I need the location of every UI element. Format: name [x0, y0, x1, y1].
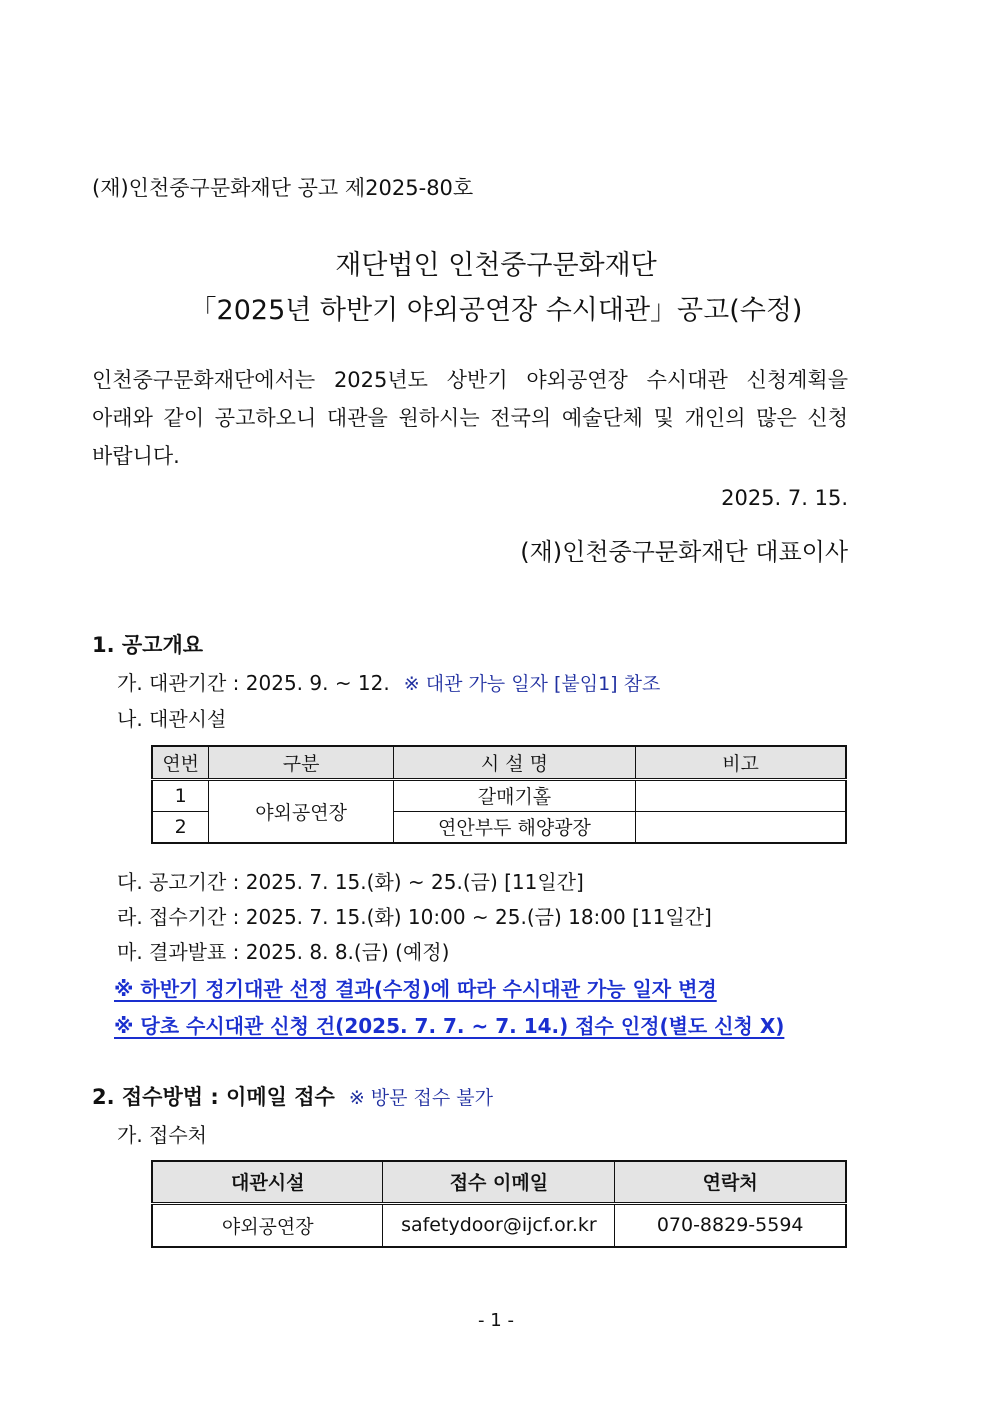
- header-category: 구분: [209, 746, 393, 779]
- intro-line-1: 인천중구문화재단에서는 2025년도 상반기 야외공연장 수시대관 신청계획을: [92, 368, 848, 392]
- row-facility-name: 갈매기홀: [393, 779, 635, 811]
- highlight-notice-2: ※ 당초 수시대관 신청 건(2025. 7. 7. ~ 7. 14.) 접수 인정(별도 신청 X): [114, 1014, 785, 1038]
- header-facility: 대관시설: [152, 1161, 383, 1203]
- intro-line-2: 아래와 같이 공고하오니 대관을 원하시는 전국의 예술단체 및 개인의 많은 신청: [92, 406, 848, 430]
- row-facility-name: 연안부두 해양광장: [393, 811, 635, 843]
- receipt-email: safetydoor@ijcf.or.kr: [383, 1203, 615, 1247]
- section2-heading-note: ※ 방문 접수 불가: [348, 1087, 493, 1109]
- receipt-facility: 야외공연장: [152, 1203, 383, 1247]
- table-row: [152, 1203, 846, 1247]
- receipt-phone: 070-8829-5594: [615, 1203, 846, 1247]
- signature: (재)인천중구문화재단 대표이사: [520, 538, 848, 566]
- facility-table: [151, 745, 847, 844]
- header-contact: 연락처: [615, 1161, 846, 1203]
- section1-item-da: 다. 공고기간 : 2025. 7. 15.(화) ~ 25.(금) [11일간]: [117, 870, 584, 894]
- notice-date: 2025. 7. 15.: [721, 486, 848, 510]
- section1-item-ga: [117, 667, 660, 696]
- rental-period: 가. 대관기간 : 2025. 9. ~ 12.: [117, 671, 390, 695]
- highlight-notice-1: ※ 하반기 정기대관 선정 결과(수정)에 따라 수시대관 가능 일자 변경: [114, 977, 717, 1001]
- header-facility-name: 시 설 명: [393, 746, 635, 779]
- section1-item-ma: 마. 결과발표 : 2025. 8. 8.(금) (예정): [117, 940, 450, 964]
- header-note: 비고: [636, 746, 846, 779]
- section2-heading-row: [92, 1081, 493, 1111]
- row-category: 야외공연장: [209, 779, 393, 843]
- section2-item-ga: 가. 접수처: [117, 1123, 207, 1147]
- document-title-line2: 「2025년 하반기 야외공연장 수시대관」공고(수정): [189, 295, 803, 326]
- header-email: 접수 이메일: [383, 1161, 615, 1203]
- section1-item-na: 나. 대관시설: [117, 707, 227, 731]
- rental-period-note: ※ 대관 가능 일자 [붙임1] 참조: [403, 673, 661, 695]
- section1-item-ra: 라. 접수기간 : 2025. 7. 15.(화) 10:00 ~ 25.(금) 18:00 [11일간]: [117, 905, 712, 929]
- receipt-table: [151, 1160, 847, 1248]
- row-note: [636, 779, 846, 811]
- section1-heading: 1. 공고개요: [92, 633, 204, 657]
- row-no: 1: [152, 779, 209, 811]
- table-row: [152, 779, 846, 811]
- page-number: - 1 -: [478, 1310, 514, 1331]
- document-title-line1: 재단법인 인천중구문화재단: [335, 250, 657, 281]
- intro-line-3: 바랍니다.: [92, 444, 180, 468]
- row-no: 2: [152, 811, 209, 843]
- notice-number: (재)인천중구문화재단 공고 제2025-80호: [92, 176, 474, 200]
- row-note: [636, 811, 846, 843]
- section2-heading: 2. 접수방법 : 이메일 접수: [92, 1085, 335, 1109]
- header-no: 연번: [152, 746, 209, 779]
